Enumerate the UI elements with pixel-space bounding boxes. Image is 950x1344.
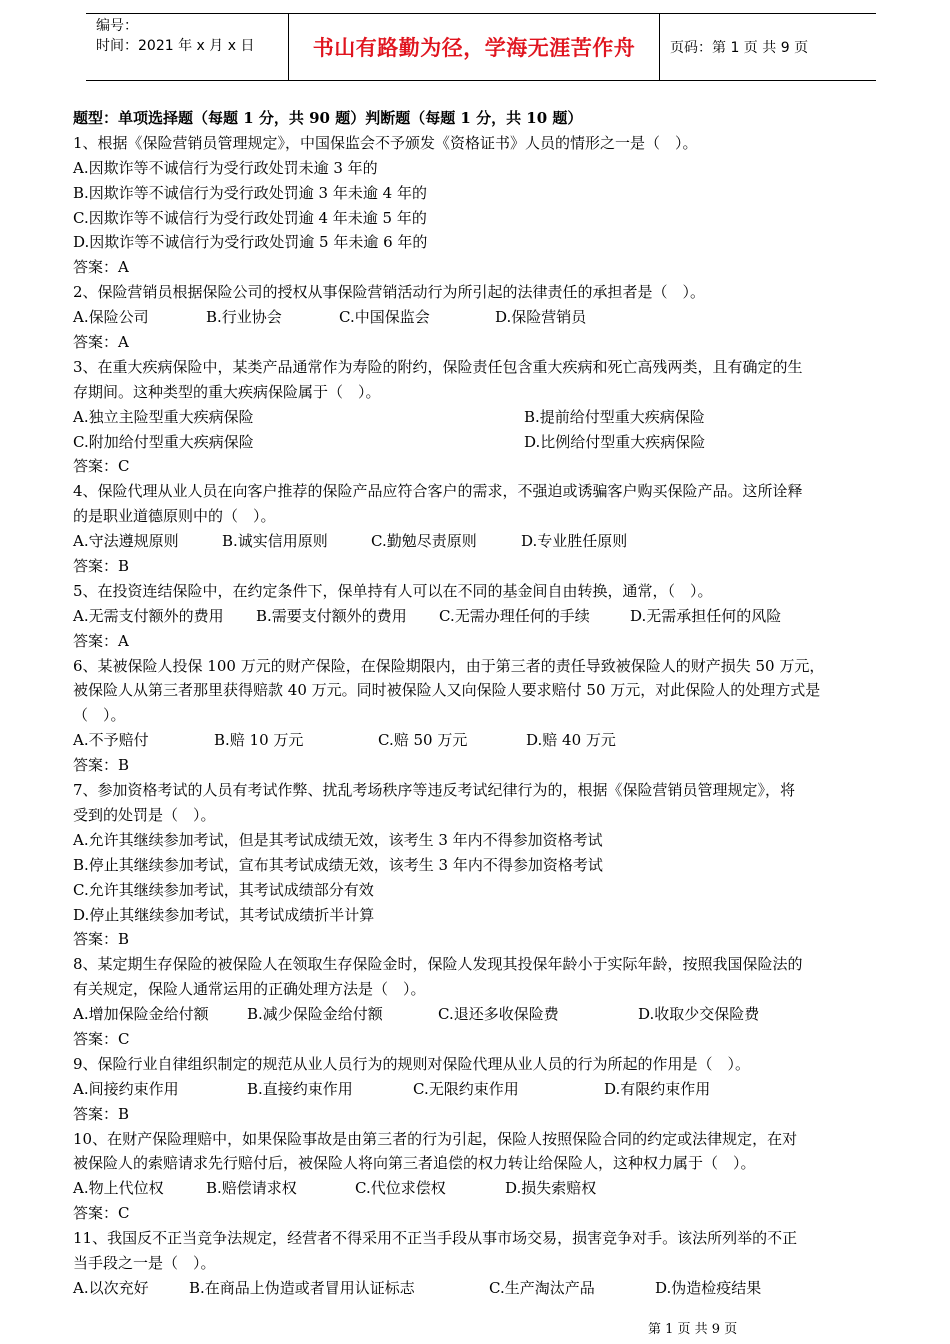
question-5-option-d: D.无需承担任何的风险 — [630, 606, 782, 625]
question-4-option-c: C.勤勉尽责原则 — [371, 532, 477, 551]
question-4-text-2: 的是职业道德原则中的（ ）。 — [73, 507, 276, 526]
question-4-answer: 答案：B — [73, 557, 130, 576]
question-10-option-a: A.物上代位权 — [73, 1179, 164, 1198]
question-10-text-1: 10、在财产保险理赔中，如果保险事故是由第三者的行为引起，保险人按照保险合同的约定或法律规定，在对 — [73, 1129, 798, 1148]
question-6-text-2: 被保险人从第三者那里获得赔款 40 万元。同时被保险人又向保险人要求赔付 50 万元，对此保险人的处理方式是 — [73, 681, 821, 700]
question-11-option-a: A.以次充好 — [73, 1278, 149, 1297]
question-6-text-1: 6、某被保险人投保 100 万元的财产保险，在保险期限内，由于第三者的责任导致被保险人的财产损失 50 万元， — [73, 656, 825, 675]
question-3-answer: 答案：C — [73, 457, 130, 476]
question-4-option-b: B.诚实信用原则 — [222, 532, 328, 551]
question-7-answer: 答案：B — [73, 930, 130, 949]
question-8-options — [73, 1002, 891, 1027]
header-motto: 书山有路勤为径，学海无涯苦作舟 — [288, 14, 660, 80]
question-5-options — [73, 604, 891, 629]
question-6-option-d: D.赔 40 万元 — [526, 731, 616, 750]
question-9-answer: 答案：B — [73, 1104, 130, 1123]
question-3-option-d: D.比例给付型重大疾病保险 — [524, 432, 706, 451]
section-title: 题型：单项选择题（每题 1 分，共 90 题）判断题（每题 1 分，共 10 题） — [73, 109, 583, 127]
question-11-option-c: C.生产淘汰产品 — [489, 1278, 595, 1297]
header-page-label: 页码：第 1 页 共 9 页 — [670, 40, 809, 56]
question-7-text-1: 7、参加资格考试的人员有考试作弊、扰乱考场秩序等违反考试纪律行为的，根据《保险营销员管理规定》，将 — [73, 781, 796, 800]
question-7-option-d: D.停止其继续参加考试，其考试成绩折半计算 — [73, 905, 375, 924]
question-1-answer: 答案：A — [73, 258, 129, 277]
question-9-option-c: C.无限约束作用 — [413, 1079, 519, 1098]
question-1-option-d: D.因欺诈等不诚信行为受行政处罚逾 5 年未逾 6 年的 — [73, 233, 428, 252]
question-3-option-a: A.独立主险型重大疾病保险 — [73, 407, 254, 426]
question-6-option-a: A.不予赔付 — [73, 731, 149, 750]
question-5-answer: 答案：A — [73, 631, 129, 650]
question-9-option-d: D.有限约束作用 — [604, 1079, 711, 1098]
question-4-options — [73, 529, 891, 554]
question-3-option-b: B.提前给付型重大疾病保险 — [524, 407, 705, 426]
question-7-option-b: B.停止其继续参加考试，宣布其考试成绩无效，该考生 3 年内不得参加资格考试 — [73, 855, 603, 874]
question-8-option-a: A.增加保险金给付额 — [73, 1005, 209, 1024]
document-body — [73, 106, 891, 1301]
question-6-text-3: （ ）。 — [73, 706, 126, 725]
question-10-options — [73, 1176, 891, 1201]
question-8-text-1: 8、某定期生存保险的被保险人在领取生存保险金时，保险人发现其投保年龄小于实际年龄，按照我国保险法的 — [73, 955, 803, 974]
page-header — [86, 13, 876, 81]
page-footer: 第 1 页 共 9 页 — [648, 1322, 738, 1337]
question-2-options — [73, 305, 891, 330]
question-5-option-c: C.无需办理任何的手续 — [439, 606, 590, 625]
question-1-option-c: C.因欺诈等不诚信行为受行政处罚逾 4 年未逾 5 年的 — [73, 208, 427, 227]
question-9-option-b: B.直接约束作用 — [247, 1079, 353, 1098]
header-meta — [86, 14, 288, 80]
number-label: 编号： — [96, 18, 138, 34]
question-8-text-2: 有关规定，保险人通常运用的正确处理方法是（ ）。 — [73, 980, 426, 999]
question-6-option-c: C.赔 50 万元 — [378, 731, 468, 750]
question-10-answer: 答案：C — [73, 1204, 130, 1223]
question-11-option-b: B.在商品上伪造或者冒用认证标志 — [189, 1278, 415, 1297]
question-2-option-d: D.保险营销员 — [495, 308, 587, 327]
question-5-option-b: B.需要支付额外的费用 — [256, 606, 407, 625]
question-10-option-c: C.代位求偿权 — [355, 1179, 446, 1198]
question-8-option-d: D.收取少交保险费 — [638, 1005, 760, 1024]
question-2-text: 2、保险营销员根据保险公司的授权从事保险营销活动行为所引起的法律责任的承担者是（ ）。 — [73, 283, 706, 302]
question-10-text-2: 被保险人的索赔请求先行赔付后，被保险人将向第三者追偿的权力转让给保险人，这种权力属于（ ）。 — [73, 1154, 756, 1173]
question-9-text: 9、保险行业自律组织制定的规范从业人员行为的规则对保险代理从业人员的行为所起的作用是（ ）。 — [73, 1054, 751, 1073]
question-1-text: 1、根据《保险营销员管理规定》，中国保监会不予颁发《资格证书》人员的情形之一是（ ）。 — [73, 133, 698, 152]
question-3-text-2: 存期间。这种类型的重大疾病保险属于（ ）。 — [73, 382, 381, 401]
question-7-option-c: C.允许其继续参加考试，其考试成绩部分有效 — [73, 880, 374, 899]
question-2-answer: 答案：A — [73, 333, 129, 352]
question-7-text-2: 受到的处罚是（ ）。 — [73, 805, 216, 824]
question-6-options — [73, 728, 891, 753]
question-3-text-1: 3、在重大疾病保险中，某类产品通常作为寿险的附约，保险责任包含重大疾病和死亡高残两类，且有确定的生 — [73, 357, 803, 376]
question-2-option-b: B.行业协会 — [206, 308, 282, 327]
question-10-option-b: B.赔偿请求权 — [206, 1179, 297, 1198]
question-11-option-d: D.伪造检疫结果 — [655, 1278, 762, 1297]
question-3-options-row-1 — [73, 405, 891, 430]
question-1-option-b: B.因欺诈等不诚信行为受行政处罚逾 3 年未逾 4 年的 — [73, 183, 427, 202]
question-4-option-a: A.守法遵规原则 — [73, 532, 179, 551]
question-8-answer: 答案：C — [73, 1029, 130, 1048]
question-6-option-b: B.赔 10 万元 — [214, 731, 304, 750]
question-8-option-c: C.退还多收保险费 — [438, 1005, 559, 1024]
time-label: 时间：2021 年 x 月 x 日 — [96, 38, 255, 54]
question-3-option-c: C.附加给付型重大疾病保险 — [73, 432, 254, 451]
question-11-options — [73, 1276, 891, 1301]
question-10-option-d: D.损失索赔权 — [505, 1179, 597, 1198]
question-8-option-b: B.减少保险金给付额 — [247, 1005, 383, 1024]
question-4-option-d: D.专业胜任原则 — [521, 532, 628, 551]
question-11-text-1: 11、我国反不正当竞争法规定，经营者不得采用不正当手段从事市场交易，损害竞争对手。该法所列举的不正 — [73, 1229, 798, 1248]
question-3-options-row-2 — [73, 430, 891, 455]
question-6-answer: 答案：B — [73, 756, 130, 775]
question-2-option-c: C.中国保监会 — [339, 308, 430, 327]
question-1-option-a: A.因欺诈等不诚信行为受行政处罚未逾 3 年的 — [73, 158, 378, 177]
question-2-option-a: A.保险公司 — [73, 308, 149, 327]
question-5-option-a: A.无需支付额外的费用 — [73, 606, 224, 625]
question-11-text-2: 当手段之一是（ ）。 — [73, 1253, 216, 1272]
question-9-options — [73, 1077, 891, 1102]
question-4-text-1: 4、保险代理从业人员在向客户推荐的保险产品应符合客户的需求，不强迫或诱骗客户购买保险产品。这所诠释 — [73, 482, 803, 501]
question-9-option-a: A.间接约束作用 — [73, 1079, 179, 1098]
question-5-text: 5、在投资连结保险中，在约定条件下，保单持有人可以在不同的基金间自由转换，通常，（ ）。 — [73, 581, 713, 600]
question-7-option-a: A.允许其继续参加考试，但是其考试成绩无效，该考生 3 年内不得参加资格考试 — [73, 830, 603, 849]
